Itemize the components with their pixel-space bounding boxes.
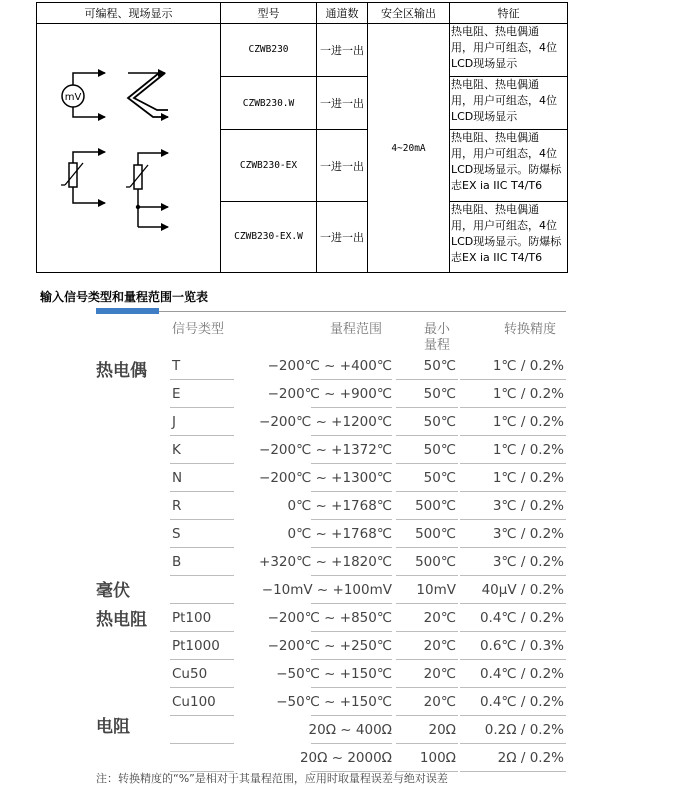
signal-type-cell: B: [172, 554, 182, 570]
row-divider: [460, 771, 566, 772]
accuracy-cell: 0.6℃ / 0.3%: [479, 638, 564, 654]
range-row: [96, 604, 566, 632]
channel-cell: 一进一出: [317, 76, 368, 130]
accuracy-cell: 0.4℃ / 0.2%: [479, 694, 564, 710]
signal-type-cell: E: [172, 386, 181, 402]
channel-cell: 一进一出: [317, 24, 368, 77]
model-cell: CZWB230.W: [221, 76, 317, 130]
accuracy-cell: 0.4℃ / 0.2%: [479, 666, 564, 682]
accent-bar: [96, 308, 159, 314]
mv-label: mV: [64, 92, 82, 103]
range-cell: −200℃ ~ +400℃: [267, 358, 392, 374]
group-thermocouple: 热电偶: [96, 361, 147, 381]
divider: [159, 311, 566, 312]
range-row: [96, 352, 566, 380]
range-cell: −200℃ ~ +1300℃: [259, 470, 392, 486]
thermocouple-icon: [128, 73, 168, 117]
range-row: [96, 492, 566, 520]
spec-header: 型号: [221, 3, 317, 24]
rtd-two-wire-icon: [61, 152, 105, 203]
spec-header: 特征: [450, 3, 568, 24]
feature-line: LCD现场显示。防爆标: [451, 234, 562, 248]
header-min-span-1: 最小: [424, 322, 451, 337]
header-signal-type: 信号类型: [172, 322, 225, 337]
wiring-diagram-cell: [37, 24, 221, 273]
range-row: [96, 408, 566, 436]
channel-cell: 一进一出: [317, 130, 368, 201]
range-table: [96, 304, 566, 764]
accuracy-cell: 2Ω / 0.2%: [497, 750, 564, 766]
min-span-cell: 50℃: [423, 470, 456, 486]
range-row: [96, 688, 566, 716]
min-span-cell: 50℃: [423, 442, 456, 458]
accuracy-cell: 1℃ / 0.2%: [492, 358, 564, 374]
accuracy-cell: 1℃ / 0.2%: [492, 470, 564, 486]
feature-cell: [450, 201, 568, 272]
signal-type-cell: R: [172, 498, 182, 514]
range-cell: 0℃ ~ +1768℃: [287, 498, 392, 514]
min-span-cell: 500℃: [415, 526, 456, 542]
feature-line: LCD现场显示。防爆标: [451, 163, 562, 177]
range-row: [96, 576, 566, 604]
signal-type-cell: N: [172, 470, 183, 486]
spec-header: 通道数: [317, 3, 368, 24]
channel-cell: 一进一出: [317, 201, 368, 272]
spec-table: [36, 2, 568, 273]
range-cell: −50℃ ~ +150℃: [276, 666, 392, 682]
feature-line: 志EX ia IIC T4/T6: [451, 250, 543, 264]
rtd-three-wire-icon: [126, 153, 168, 227]
range-cell: −200℃ ~ +1200℃: [259, 414, 392, 430]
footnote: 注：转换精度的“%”是相对于其量程范围，应用时取量程误差与绝对误差: [96, 772, 448, 785]
group-resistance: 电阻: [96, 717, 130, 737]
spec-header: 可编程、现场显示: [37, 3, 221, 24]
signal-type-cell: J: [172, 414, 176, 430]
accuracy-cell: 1℃ / 0.2%: [492, 414, 564, 430]
spec-header-row: [37, 3, 568, 24]
feature-line: 用，用户可组态，4位: [451, 218, 557, 232]
range-row: [96, 744, 566, 772]
group-rtd: 热电阻: [96, 610, 147, 630]
signal-type-cell: Pt100: [172, 610, 212, 626]
range-cell: 20Ω ~ 400Ω: [308, 722, 392, 738]
range-row: [96, 716, 566, 744]
min-span-cell: 100Ω: [419, 750, 456, 766]
range-row: [96, 464, 566, 492]
accuracy-cell: 3℃ / 0.2%: [492, 526, 564, 542]
output-cell: 4~20mA: [368, 24, 450, 273]
range-cell: 0℃ ~ +1768℃: [287, 526, 392, 542]
range-cell: 20Ω ~ 2000Ω: [299, 750, 392, 766]
range-row: [96, 436, 566, 464]
min-span-cell: 50℃: [423, 358, 456, 374]
feature-cell: [450, 76, 568, 130]
signal-type-cell: K: [172, 442, 181, 458]
accuracy-cell: 1℃ / 0.2%: [492, 442, 564, 458]
feature-line: 志EX ia IIC T4/T6: [451, 179, 543, 193]
range-cell: −200℃ ~ +1372℃: [259, 442, 392, 458]
feature-line: LCD现场显示: [451, 109, 518, 123]
signal-type-cell: Cu100: [172, 694, 216, 710]
signal-type-cell: Pt1000: [172, 638, 220, 654]
feature-line: 热电阻、热电偶通: [451, 202, 539, 216]
wiring-diagram: [37, 24, 220, 269]
min-span-cell: 20Ω: [428, 722, 456, 738]
feature-line: LCD现场显示: [451, 57, 518, 70]
header-range: 量程范围: [330, 322, 383, 337]
signal-type-cell: S: [172, 526, 181, 542]
range-row: [96, 632, 566, 660]
millivolt-input-icon: [62, 73, 105, 117]
feature-cell: [450, 130, 568, 201]
range-cell: −200℃ ~ +900℃: [267, 386, 392, 402]
min-span-cell: 20℃: [423, 638, 456, 654]
header-min-span-2: 量程: [424, 338, 451, 353]
min-span-cell: 50℃: [423, 414, 456, 430]
header-accuracy: 转换精度: [504, 322, 557, 337]
signal-type-cell: Cu50: [172, 666, 208, 682]
range-cell: −200℃ ~ +850℃: [267, 610, 392, 626]
signal-type-cell: T: [172, 358, 181, 374]
group-millivolt: 毫伏: [96, 581, 130, 601]
range-row: [96, 520, 566, 548]
feature-line: 热电阻、热电偶通: [451, 77, 539, 91]
feature-line: 用，用户可组态，4位: [451, 93, 557, 107]
accuracy-cell: 1℃ / 0.2%: [492, 386, 564, 402]
model-cell: CZWB230-EX.W: [221, 201, 317, 272]
accuracy-cell: 0.2Ω / 0.2%: [484, 722, 564, 738]
min-span-cell: 20℃: [423, 666, 456, 682]
min-span-cell: 50℃: [423, 386, 456, 402]
range-cell: +320℃ ~ +1820℃: [259, 554, 392, 570]
feature-line: 用，用户可组态，4位: [451, 41, 557, 54]
feature-line: 热电阻、热电偶通: [451, 131, 539, 145]
min-span-cell: 10mV: [416, 582, 456, 598]
feature-line: 热电阻、热电偶通: [451, 25, 539, 38]
accuracy-cell: 0.4℃ / 0.2%: [479, 610, 564, 626]
min-span-cell: 500℃: [415, 554, 456, 570]
min-span-cell: 500℃: [415, 498, 456, 514]
section-title: 输入信号类型和量程范围一览表: [40, 290, 209, 304]
range-cell: −10mV ~ +100mV: [261, 582, 392, 598]
spec-header: 安全区输出: [368, 3, 450, 24]
range-row: [96, 660, 566, 688]
range-cell: −200℃ ~ +250℃: [267, 638, 392, 654]
spec-row: [37, 24, 568, 77]
accuracy-cell: 40μV / 0.2%: [481, 582, 564, 598]
range-row: [96, 548, 566, 576]
accuracy-cell: 3℃ / 0.2%: [492, 498, 564, 514]
range-row: [96, 380, 566, 408]
range-cell: −50℃ ~ +150℃: [276, 694, 392, 710]
model-cell: CZWB230-EX: [221, 130, 317, 201]
min-span-cell: 20℃: [423, 610, 456, 626]
feature-cell: [450, 24, 568, 77]
model-cell: CZWB230: [221, 24, 317, 77]
feature-line: 用，用户可组态，4位: [451, 147, 557, 161]
accuracy-cell: 3℃ / 0.2%: [492, 554, 564, 570]
min-span-cell: 20℃: [423, 694, 456, 710]
